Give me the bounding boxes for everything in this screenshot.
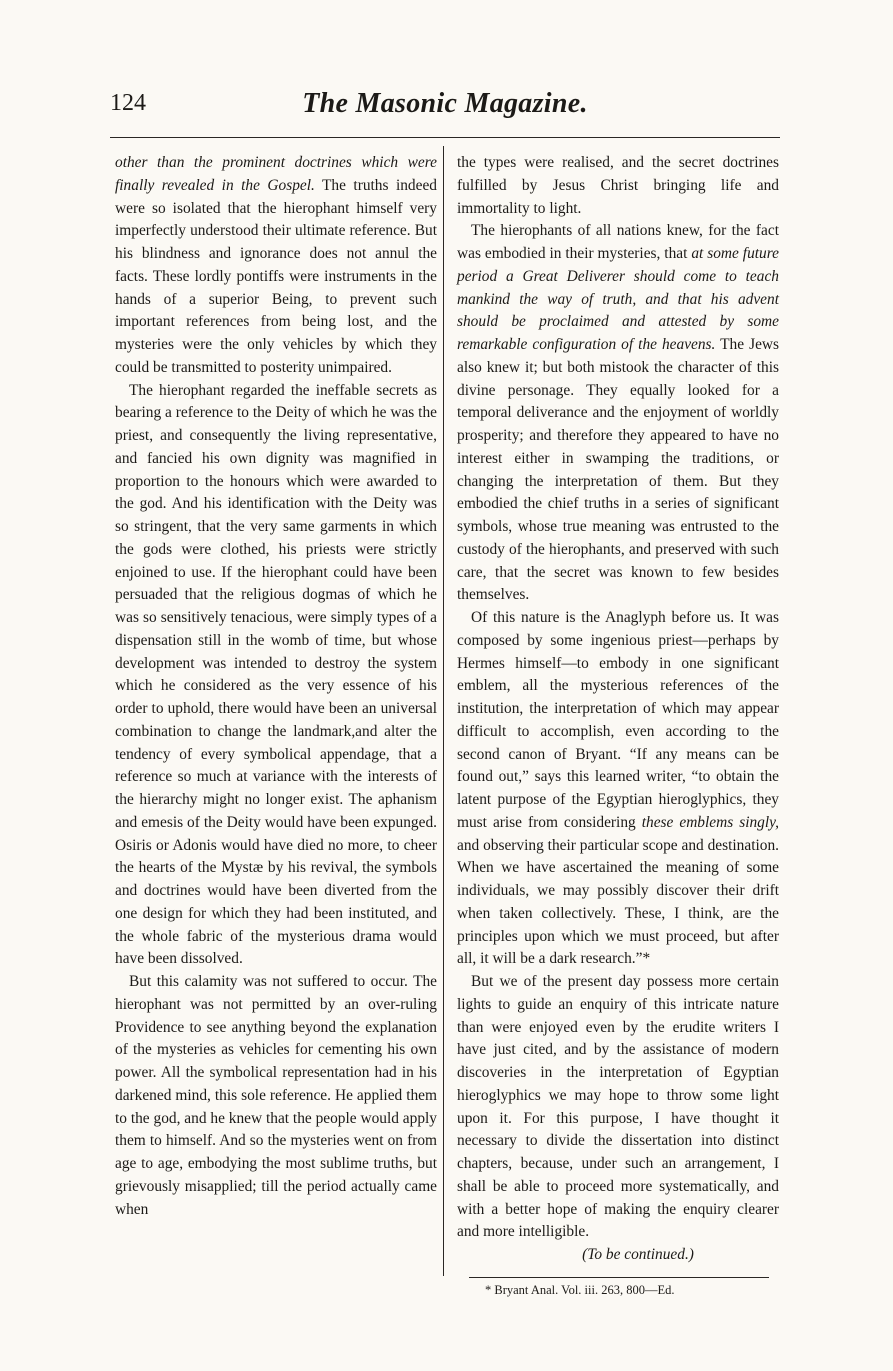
- text-segment: The hierophant regarded the ineffable secrets as bearing a reference to the Deity of which he was the priest, and consequently the living representative, and fancied his own dignity was magnified in proportion to the honours which were awarded to the god. And his identification with the Deity was so stringent, that the very same garments in which the gods were clothed, his priests were strictly enjoined to use. If the hierophant could have been persuaded that the religious dogmas of which he was so sensitively tenacious, were simply types of a dispensation still in the womb of time, but whose development was intended to destroy the system which he considered as the very essence of his order to uphold, there would have been an universal combination to change the landmark,and alter the tendency of every symbolical appendage, that a reference so much at variance with the interests of the hierarchy might no longer exist. The aphanism and emesis of the Deity would have been expunged. Osiris or Adonis would have died no more, to cheer the hearts of the Mystæ by his revival, the symbols and doctrines would have been diverted from the one design for which they had been instituted, and the whole fabric of the mysterious drama would have been dissolved.: [115, 381, 437, 968]
- page-header: [110, 88, 780, 122]
- text-segment: But this calamity was not suffered to occur. The hierophant was not permitted by an over-ruling Providence to see anything beyond the explanation of the mysteries as vehicles for cementing his own power. All the symbolical representation had in his darkened mind, this sole reference. He applied them to the god, and he knew that the people would apply them to himself. And so the mysteries went on from age to age, embodying the most sublime truths, but grievously misapplied; till the period actually came when: [115, 973, 437, 1218]
- running-title: The Masonic Magazine.: [302, 88, 588, 119]
- right-column: [457, 152, 779, 1298]
- footnote-rule: [469, 1277, 769, 1278]
- text-segment: The Jews also knew it; but both mistook the character of this divine personage. They equally looked for a temporal deliverance and the enjoyment of worldly prosperity; and therefore they appeared to have no interest either in swamping the traditions, or changing the interpretation of them. But they embodied the chief truths in a series of significant symbols, whose true meaning was entrusted to the custody of the hierophants, and preserved with such care, that the secret was known to few besides themselves.: [457, 336, 779, 604]
- paragraph: [457, 220, 779, 607]
- paragraph-continuation: [115, 152, 437, 380]
- to-be-continued: (To be continued.): [582, 1246, 694, 1263]
- column-divider: [443, 146, 444, 1276]
- text-segment: The truths indeed were so isolated that the hierophant himself very imperfectly understood their ultimate reference. But his blindness and ignorance does not annul the facts. These lordly pontiffs were instruments in the hands of a superior Being, to prevent such important references from being lost, and the mysteries were the only vehicles by which they could be transmitted to posterity unimpaired.: [115, 176, 437, 376]
- text-segment: The hierophants of all nations knew, for the fact was embodied in their mysteries, that: [457, 222, 779, 262]
- italic-text: these emblems singly,: [641, 813, 779, 831]
- italic-text: other than the prominent doctrines which were finally revealed in the Gospel.: [115, 154, 437, 194]
- paragraph: [115, 971, 437, 1221]
- paragraph: [457, 971, 779, 1244]
- text-segment: and observing their particular scope and destination. When we have ascertained the meaning of some individuals, we may possibly discover their drift when taken collectively. These, I think, are the principles upon which we must proceed, but after all, it will be a dark research.”*: [457, 836, 779, 968]
- page-number: 124: [110, 90, 146, 116]
- paragraph: [115, 380, 437, 972]
- text-segment: But we of the present day possess more certain lights to guide an enquiry of this intricate nature than were enjoyed even by the erudite writers I have just cited, and by the assistance of modern discoveries in the interpretation of Egyptian hieroglyphics we may hope to throw some light upon it. For this purpose, I have thought it necessary to divide the dissertation into distinct chapters, because, under such an arrangement, I shall be able to proceed more systematically, and with a better hope of making the enquiry clearer and more intelligible.: [457, 973, 779, 1241]
- footnote: * Bryant Anal. Vol. iii. 263, 800—Ed.: [485, 1282, 675, 1297]
- left-column: [115, 152, 437, 1221]
- paragraph-continuation: [457, 152, 779, 220]
- text-segment: Of this nature is the Anaglyph before us. It was composed by some ingenious priest—perhaps by Hermes himself—to embody in one significant emblem, all the mysterious references of the institution, the interpretation of which may appear difficult to accomplish, even according to the second canon of Bryant. “If any means can be found out,” says this learned writer, “to obtain the latent purpose of the Egyptian hieroglyphics, they must arise from considering: [457, 609, 779, 831]
- paragraph: [457, 607, 779, 971]
- italic-text: at some future period a Great Deliverer should come to teach mankind the way of truth, and that his advent should be proclaimed and attested by some remarkable configuration of the heavens.: [457, 245, 779, 353]
- header-rule: [110, 137, 780, 138]
- right-column-body: [457, 152, 779, 1244]
- text-segment: the types were realised, and the secret doctrines fulfilled by Jesus Christ bringing life and immortality to light.: [457, 154, 779, 217]
